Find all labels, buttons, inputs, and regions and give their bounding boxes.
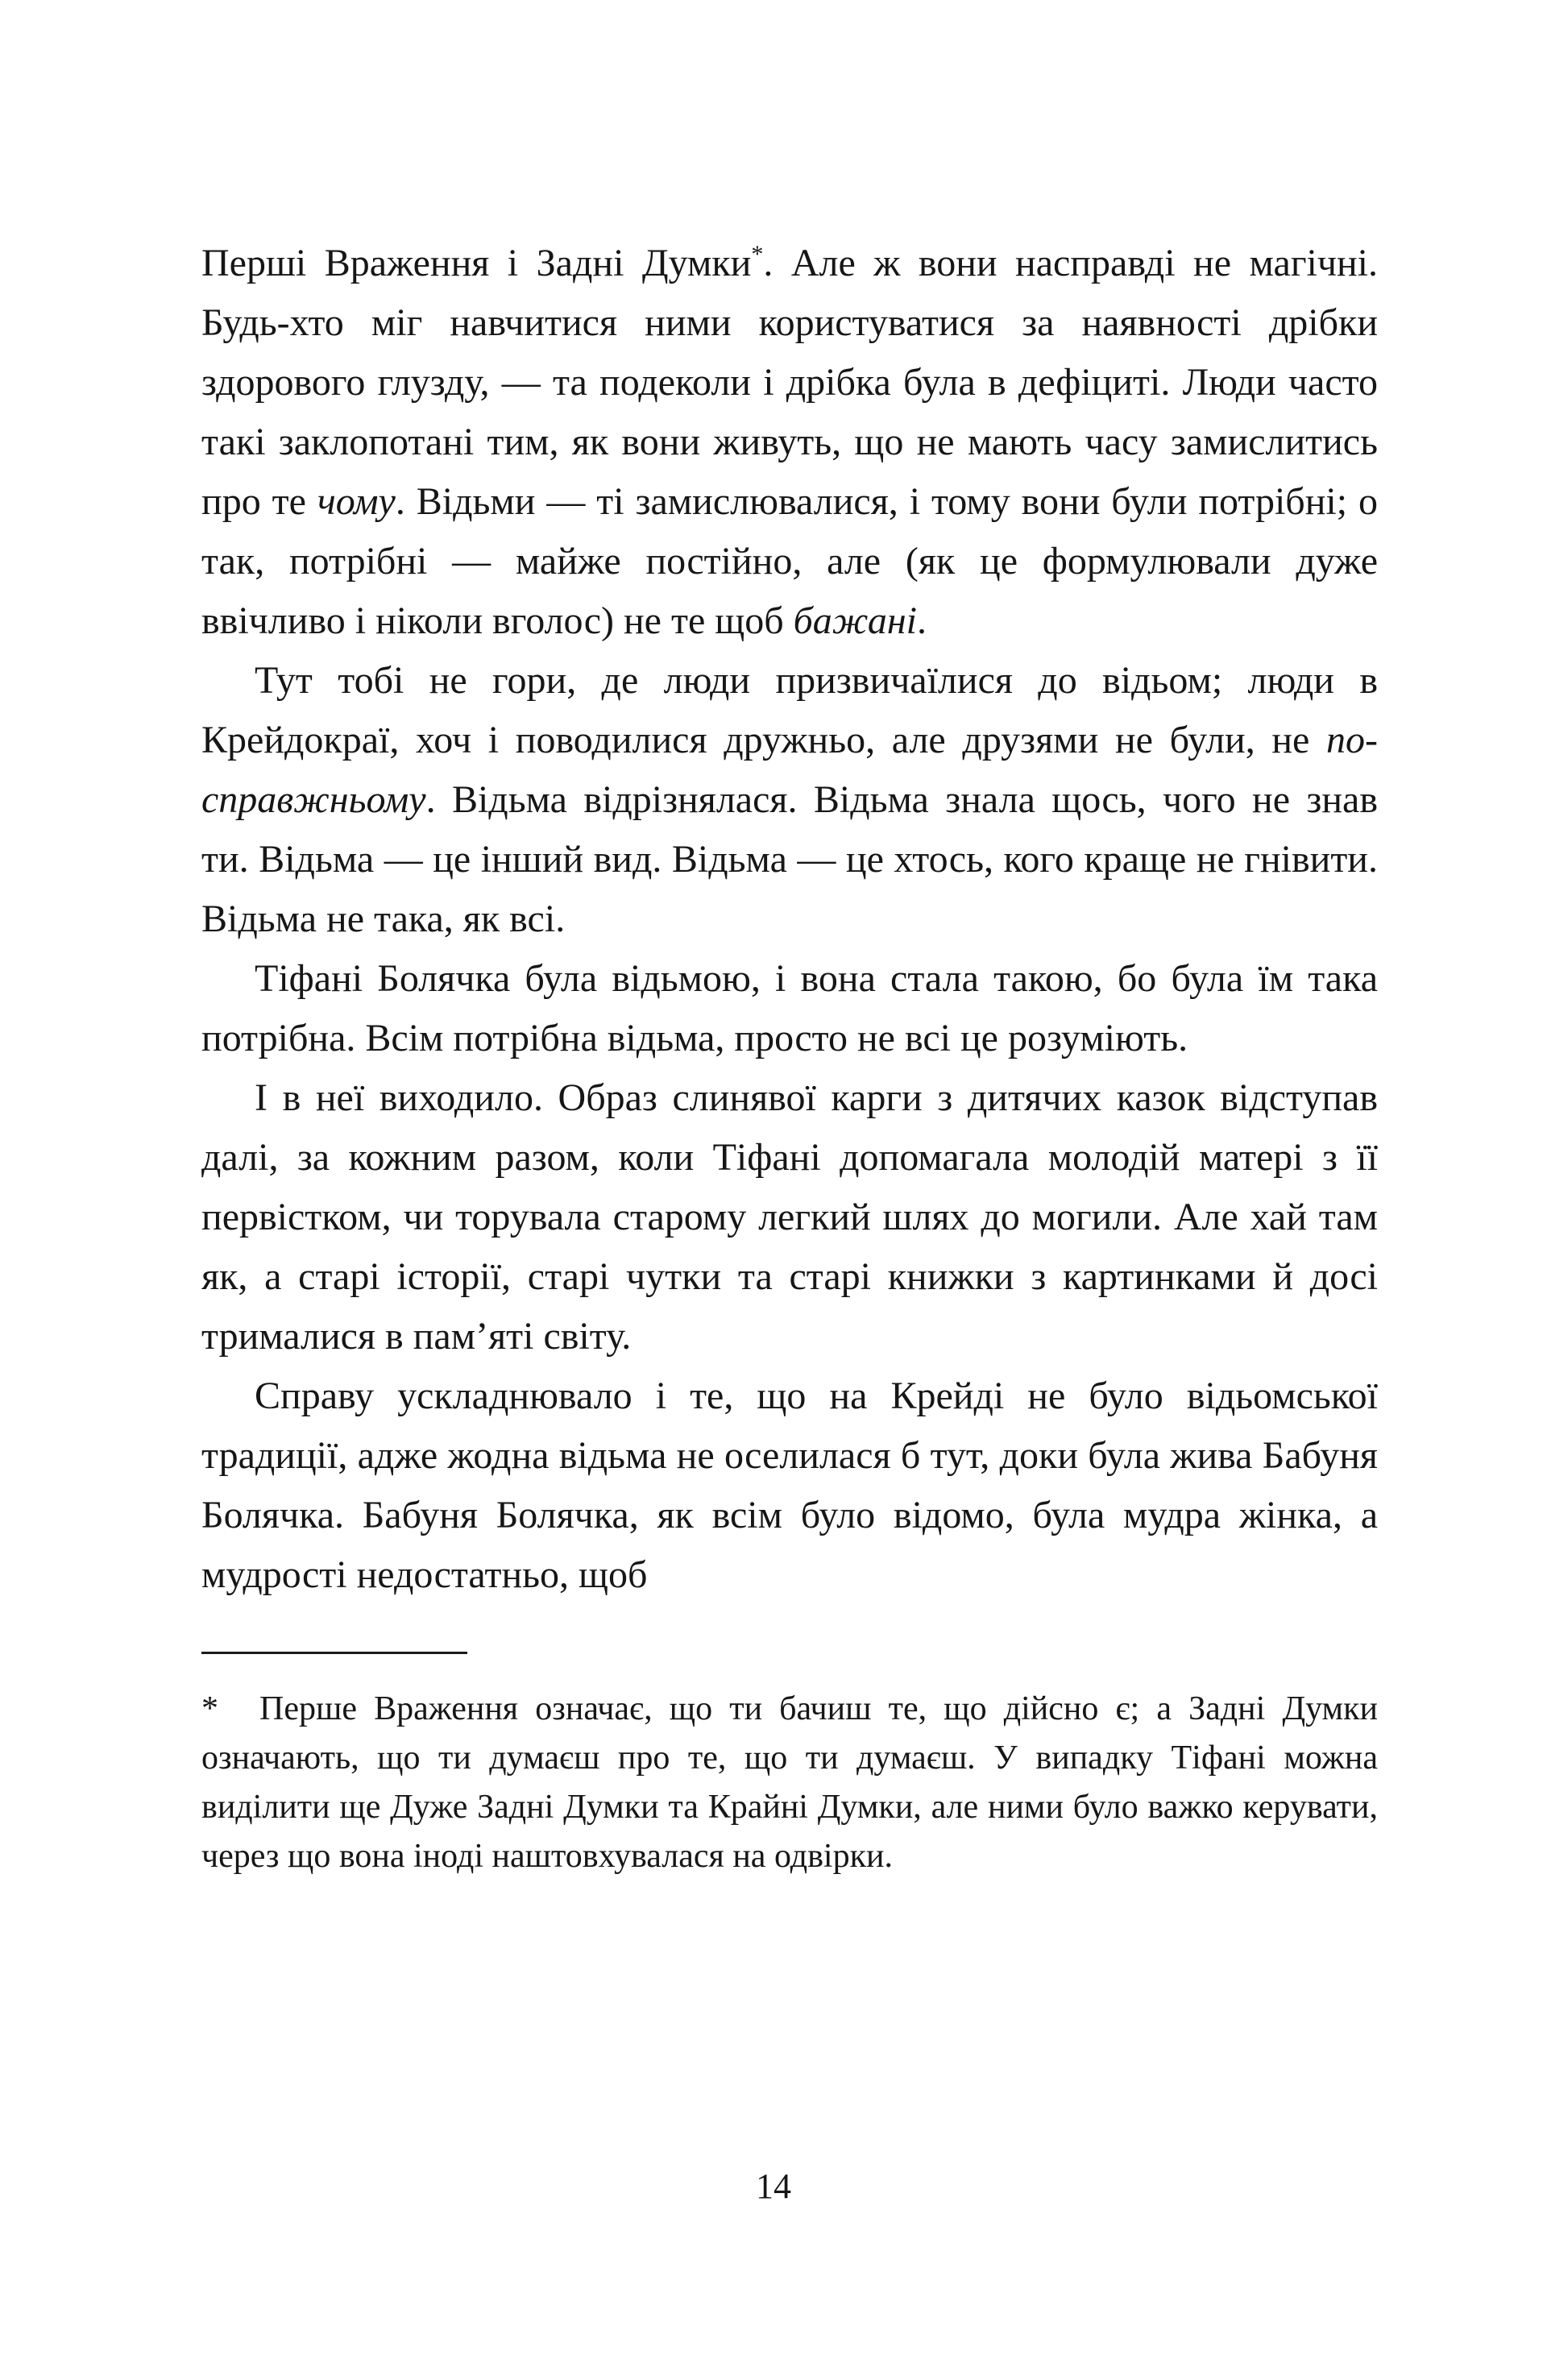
paragraph [201,651,1378,949]
text-run: . Відьми — ті замислювалися, і тому вони були потрібні; о так, потрібні — майже постійно, але (як це формулювали дуже ввічливо і ніколи вголос) не те щоб [201,480,1378,642]
paragraphs-container [201,234,1378,1605]
text-run: . Відьма відрізнялася. Відьма знала щось, чого не знав ти. Відьма — це інший вид. Відьма — це хтось, кого краще не гнівити. Відьма не така, як всі. [201,778,1378,940]
text-run: . [916,599,927,642]
footnote-text: Перше Враження означає, що ти бачиш те, що дійсно є; а Задні Думки означають, що ти думаєш про те, що ти думаєш. У випадку Тіфані можна виділити ще Дуже Задні Думки та Крайні Думки, але ними було важко керувати, через що вона іноді наштовхувалася на одвірки. [201,1690,1378,1875]
emphasized-text: чому [317,480,396,523]
footnote-reference-asterisk: * [751,241,764,267]
body-text [201,234,1378,1881]
paragraph [201,234,1378,651]
paragraph [201,949,1378,1068]
text-run: Тіфані Болячка була відьмою, і вона стала такою, бо була їм така потрібна. Всім потрібна відьма, просто не всі це розуміють. [201,957,1378,1059]
paragraph [201,1068,1378,1366]
text-run: Перші Враження і Задні Думки [201,242,752,284]
emphasized-text: по-справжньому [201,719,1378,821]
paragraph [201,1366,1378,1605]
footnote-marker: * [201,1690,218,1727]
footnote [201,1685,1378,1881]
emphasized-text: бажані [793,599,917,642]
text-run: І в неї виходило. Образ слинявої карги з дитячих казок відступав далі, за кожним разом, коли Тіфані допомагала молодій матері з її первістком, чи торувала старому легкий шлях до могили. Але хай там як, а старі історії, старі чутки та старі книжки з картинками й досі трималися в пам’яті світу. [201,1076,1378,1358]
text-run: Тут тобі не гори, де люди призвичаїлися до відьом; люди в Крейдокраї, хоч і поводилися дружньо, але друзями не були, не [201,659,1378,761]
text-run: Справу ускладнювало і те, що на Крейді не було відьомської традиції, адже жодна відьма не оселилася б тут, доки була жива Бабуня Болячка. Бабуня Болячка, як всім було відомо, була мудра жінка, а мудрості недостатньо, щоб [201,1375,1378,1596]
page-number: 14 [756,2166,791,2206]
footnote-rule [201,1652,467,1654]
footnote-section [201,1652,1378,1881]
text-run: . Але ж вони насправді не магічні. Будь-хто міг навчитися ними користуватися за наявності дрібки здорового глузду, — та подеколи і дрібка була в дефіциті. Люди часто такі заклопотані тим, як вони живуть, що не мають часу замислитись про те [201,242,1379,523]
